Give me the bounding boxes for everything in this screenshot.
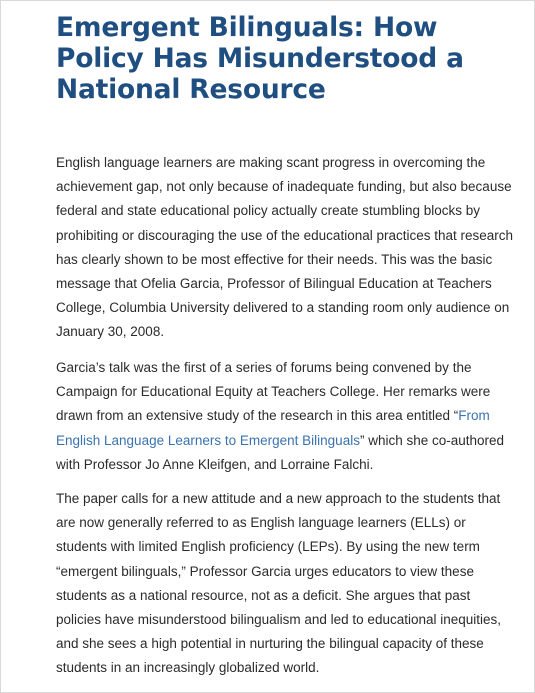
article-title: Emergent Bilinguals: How Policy Has Misunderstood a National Resource: [56, 12, 464, 105]
report-link[interactable]: From English Language Learners to Emergent Bilinguals: [56, 408, 490, 448]
paragraph-2-text-before-link: Garcia’s talk was the first of a series of forums being convened by the Campaign for Educational Equity at Teachers College. Her remarks were drawn from an extensive study of the research in this area entitled “: [56, 360, 491, 424]
article-paragraph-1: English language learners are making scant progress in overcoming the achievement gap, not only because of inadequate funding, but also because federal and state educational policy actually create stumbling blocks by prohibiting or discouraging the use of the educational practices that research has clearly shown to be most effective for their needs. This was the basic message that Ofelia Garcia, Professor of Bilingual Education at Teachers College, Columbia University delivered to a standing room only audience on January 30, 2008.: [56, 155, 514, 340]
paragraph-2-text-after-link: ” which she co-authored with Professor Jo Anne Kleifgen, and Lorraine Falchi.: [56, 432, 505, 472]
article-paragraph-3: The paper calls for a new attitude and a new approach to the students that are now generally referred to as English language learners (ELLs) or students with limited English proficiency (LEPs). By using the new term “emergent bilinguals,” Professor Garcia urges educators to view these students as a national resource, not as a deficit. She argues that past policies have misunderstood bilingualism and led to educational inequities, and she sees a high potential in nurturing the bilingual capacity of these students in an increasingly globalized world.: [56, 491, 502, 676]
article-paragraph-2: [56, 356, 516, 477]
